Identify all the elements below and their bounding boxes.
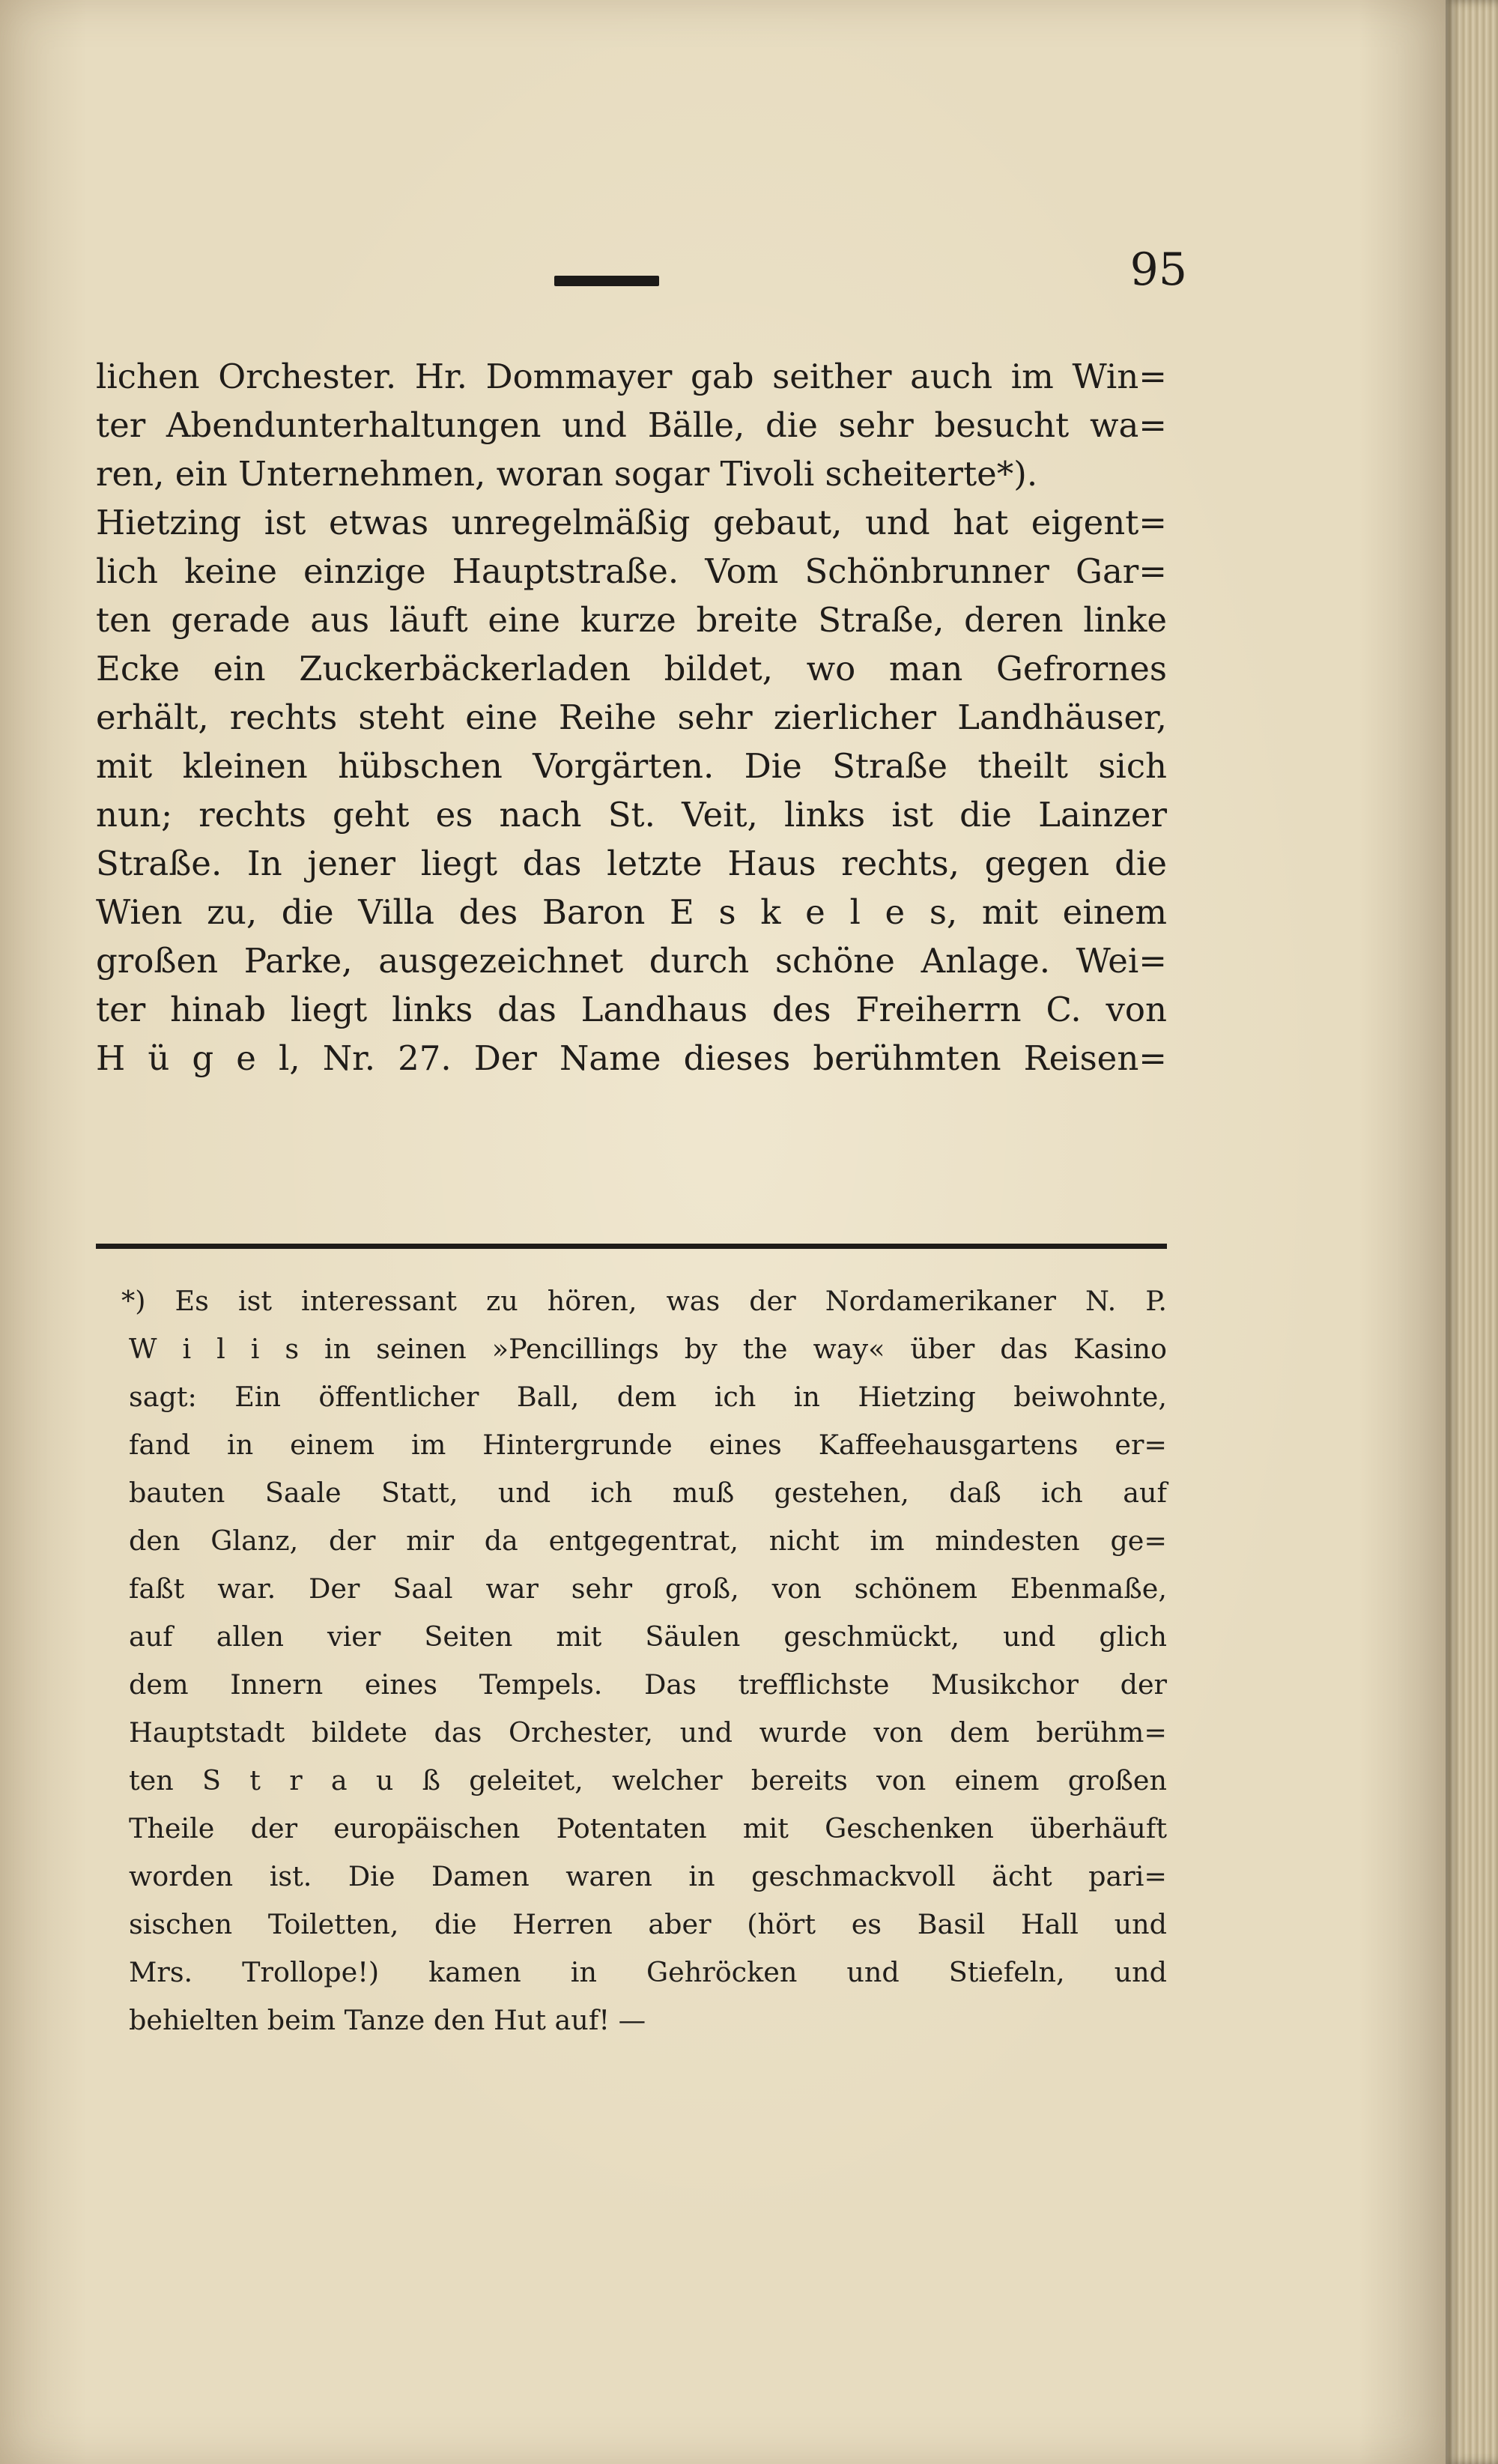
main-text-line: ren, ein Unternehmen, woran sogar Tivoli scheiterte*). — [96, 454, 1038, 494]
main-text-line: ter hinab liegt links das Landhaus des Freiherrn C. von — [96, 990, 1167, 1029]
main-text-line: ten gerade aus läuft eine kurze breite Straße, deren linke — [96, 600, 1167, 640]
footnote-line: den Glanz, der mir da entgegentrat, nicht im mindesten ge= — [129, 1525, 1167, 1557]
footnote-line: fand in einem im Hintergrunde eines Kaffeehausgartens er= — [129, 1429, 1167, 1461]
footnote-line: bauten Saale Statt, und ich muß gestehen, daß ich auf — [129, 1477, 1167, 1509]
main-text-line: mit kleinen hübschen Vorgärten. Die Straße theilt sich — [96, 746, 1167, 786]
main-text-line: großen Parke, ausgezeichnet durch schöne Anlage. Wei= — [96, 941, 1167, 981]
page-number: 95 — [1129, 243, 1187, 296]
main-text-line: Ecke ein Zuckerbäckerladen bildet, wo man Gefrornes — [96, 649, 1167, 688]
main-text-line: erhält, rechts steht eine Reihe sehr zierlicher Landhäuser, — [96, 697, 1167, 737]
footnote-line: worden ist. Die Damen waren in geschmackvoll ächt pari= — [129, 1860, 1167, 1892]
book-page-edges — [1446, 0, 1498, 2464]
main-text-line: H ü g e l, Nr. 27. Der Name dieses berühmten Reisen= — [96, 1038, 1167, 1078]
main-text-line: lich keine einzige Hauptstraße. Vom Schönbrunner Gar= — [96, 551, 1167, 591]
main-text-line: ter Abendunterhaltungen und Bälle, die sehr besucht wa= — [96, 405, 1167, 445]
footnote — [121, 1277, 1167, 2044]
footnote-line: Hauptstadt bildete das Orchester, und wurde von dem berühm= — [129, 1716, 1167, 1749]
main-text — [96, 352, 1167, 1083]
footnote-line: auf allen vier Seiten mit Säulen geschmückt, und glich — [129, 1620, 1167, 1653]
footnote-line: faßt war. Der Saal war sehr groß, von schönem Ebenmaße, — [129, 1572, 1167, 1605]
footnote-line: *) Es ist interessant zu hören, was der Nordamerikaner N. P. — [121, 1285, 1167, 1317]
main-text-line: Straße. In jener liegt das letzte Haus rechts, gegen die — [96, 844, 1167, 883]
footnote-rule — [96, 1244, 1167, 1249]
footnote-line: Theile der europäischen Potentaten mit Geschenken überhäuft — [129, 1812, 1167, 1844]
main-text-line: lichen Orchester. Hr. Dommayer gab seither auch im Win= — [96, 357, 1167, 396]
footnote-line: sischen Toiletten, die Herren aber (hört es Basil Hall und — [129, 1908, 1167, 1940]
main-text-line: Wien zu, die Villa des Baron E s k e l e s, mit einem — [96, 892, 1167, 932]
header-rule — [554, 276, 659, 286]
footnote-line: W i l i s in seinen »Pencillings by the way« über das Kasino — [129, 1333, 1167, 1365]
main-text-line: Hietzing ist etwas unregelmäßig gebaut, und hat eigent= — [96, 503, 1167, 542]
footnote-line: ten S t r a u ß geleitet, welcher bereits von einem großen — [129, 1764, 1167, 1796]
footnote-line: Mrs. Trollope!) kamen in Gehröcken und Stiefeln, und — [129, 1956, 1167, 1988]
footnote-line: behielten beim Tanze den Hut auf! — — [129, 2004, 646, 2036]
main-text-line: nun; rechts geht es nach St. Veit, links ist die Lainzer — [96, 795, 1167, 835]
footnote-line: sagt: Ein öffentlicher Ball, dem ich in Hietzing beiwohnte, — [129, 1381, 1167, 1413]
footnote-line: dem Innern eines Tempels. Das trefflichste Musikchor der — [129, 1668, 1167, 1701]
